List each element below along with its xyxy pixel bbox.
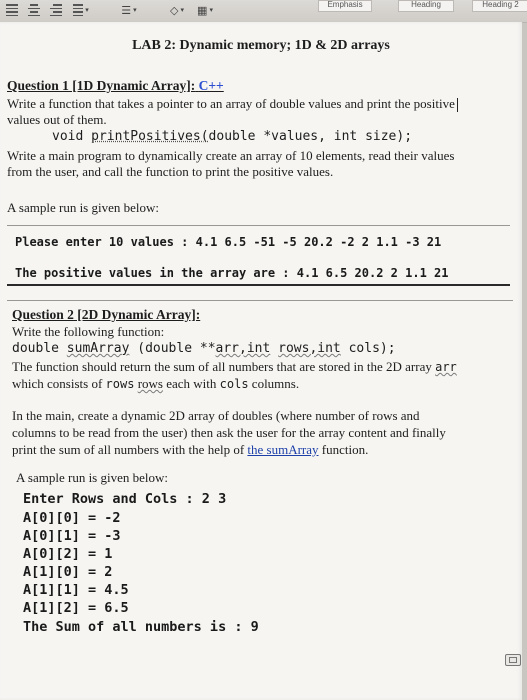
align-center-icon[interactable] <box>28 3 40 17</box>
q2-line-3 <box>12 359 457 375</box>
q2-run-line: A[0][0] = -2 <box>23 510 121 526</box>
justify-dropdown-icon[interactable]: ▾ <box>72 3 90 17</box>
q2-para-3-a: print the sum of all numbers with the help of <box>12 442 248 457</box>
sig-double: double <box>12 341 67 356</box>
q1-text-line-4: from the user, and call the function to print the positive values. <box>7 164 334 179</box>
q2-section <box>7 300 513 465</box>
q2-sample-run-box <box>11 470 506 640</box>
q1-code-signature <box>52 129 412 144</box>
q2-run-line: Enter Rows and Cols : 2 3 <box>23 491 227 507</box>
sig-cols: cols); <box>340 341 396 356</box>
sig-fn-name: sumArray <box>66 341 130 356</box>
q2-sample-label: A sample run is given below: <box>16 470 169 485</box>
q2-signature <box>12 341 396 356</box>
q2-cols-code: cols <box>219 377 249 391</box>
q2-line-1: Write the following function: <box>12 324 165 339</box>
align-left-icon[interactable] <box>6 3 18 17</box>
q1-run-line-2: The positive values in the array are : 4.1 6.5 20.2 2 1.1 21 <box>15 266 449 280</box>
q2-run-line: The Sum of all numbers is : 9 <box>23 619 259 635</box>
q2-line-4-c: columns. <box>248 376 300 391</box>
sig-space <box>270 341 278 356</box>
sig-param-type: (double ** <box>129 341 216 356</box>
q1-heading-text: Question 1 [1D Dynamic Array]: <box>7 78 196 93</box>
q2-rows-code: rows <box>105 377 135 391</box>
q1-text-line-1 <box>7 96 458 112</box>
q2-para-3 <box>12 442 368 458</box>
lab-title: LAB 2: Dynamic memory; 1D & 2D arrays <box>132 38 390 53</box>
q2-arr-name: arr <box>435 360 457 374</box>
sig-arr: arr,int <box>215 341 271 356</box>
text-cursor <box>457 98 458 112</box>
q1-text-1: Write a function that takes a pointer to an array of double values and print the positive <box>7 96 455 111</box>
code-void: void <box>52 129 92 144</box>
q2-rows-word: rows <box>137 376 163 391</box>
q2-run-line: A[1][2] = 6.5 <box>23 600 129 616</box>
q2-sumarray-link[interactable]: the sumArray <box>247 442 319 457</box>
style-emphasis[interactable]: Emphasis <box>318 0 372 12</box>
formatting-toolbar <box>0 0 527 23</box>
q1-sample-label: A sample run is given below: <box>7 200 160 215</box>
q2-run-line: A[1][0] = 2 <box>23 564 113 580</box>
q1-sample-run-box <box>7 225 510 286</box>
code-fn-name: printPositives( <box>91 129 209 144</box>
q1-run-line-1: Please enter 10 values : 4.1 6.5 -51 -5 20.2 -2 2 1.1 -3 21 <box>15 235 442 249</box>
align-right-icon[interactable] <box>50 3 62 17</box>
q2-line-3-text: The function should return the sum of all numbers that are stored in the 2D array <box>12 359 436 374</box>
document-page[interactable] <box>0 22 522 700</box>
q2-heading: Question 2 [2D Dynamic Array]: <box>12 307 201 322</box>
shading-dropdown-icon[interactable]: ◇ ▾ <box>170 3 184 17</box>
style-heading[interactable]: Heading <box>398 0 454 12</box>
sig-rows: rows,int <box>278 341 341 356</box>
borders-dropdown-icon[interactable]: ▦ ▾ <box>197 3 213 17</box>
q1-heading <box>7 78 224 94</box>
q1-language: C++ <box>198 78 224 93</box>
layout-options-icon[interactable] <box>505 654 521 666</box>
q1-text-line-3: Write a main program to dynamically create an array of 10 elements, read their values <box>7 148 455 163</box>
q2-run-line: A[0][2] = 1 <box>23 546 113 562</box>
q2-para-2: columns to be read from the user) then ask the user for the array content and finally <box>12 425 446 440</box>
q2-line-4 <box>12 376 299 392</box>
q1-text-line-2: values out of them. <box>7 112 107 127</box>
code-params: double *values, int size); <box>208 129 413 144</box>
q2-line-4-b: each with <box>162 376 220 391</box>
style-heading-2[interactable]: Heading 2 <box>472 0 527 12</box>
q2-para-1: In the main, create a dynamic 2D array of doubles (where number of rows and <box>12 408 420 423</box>
q2-run-line: A[0][1] = -3 <box>23 528 121 544</box>
q2-run-line: A[1][1] = 4.5 <box>23 582 129 598</box>
q2-para-3-c: function. <box>318 442 369 457</box>
list-dropdown-icon[interactable]: ☰ ▾ <box>121 3 137 17</box>
q2-line-4-a: which consists of <box>12 376 106 391</box>
